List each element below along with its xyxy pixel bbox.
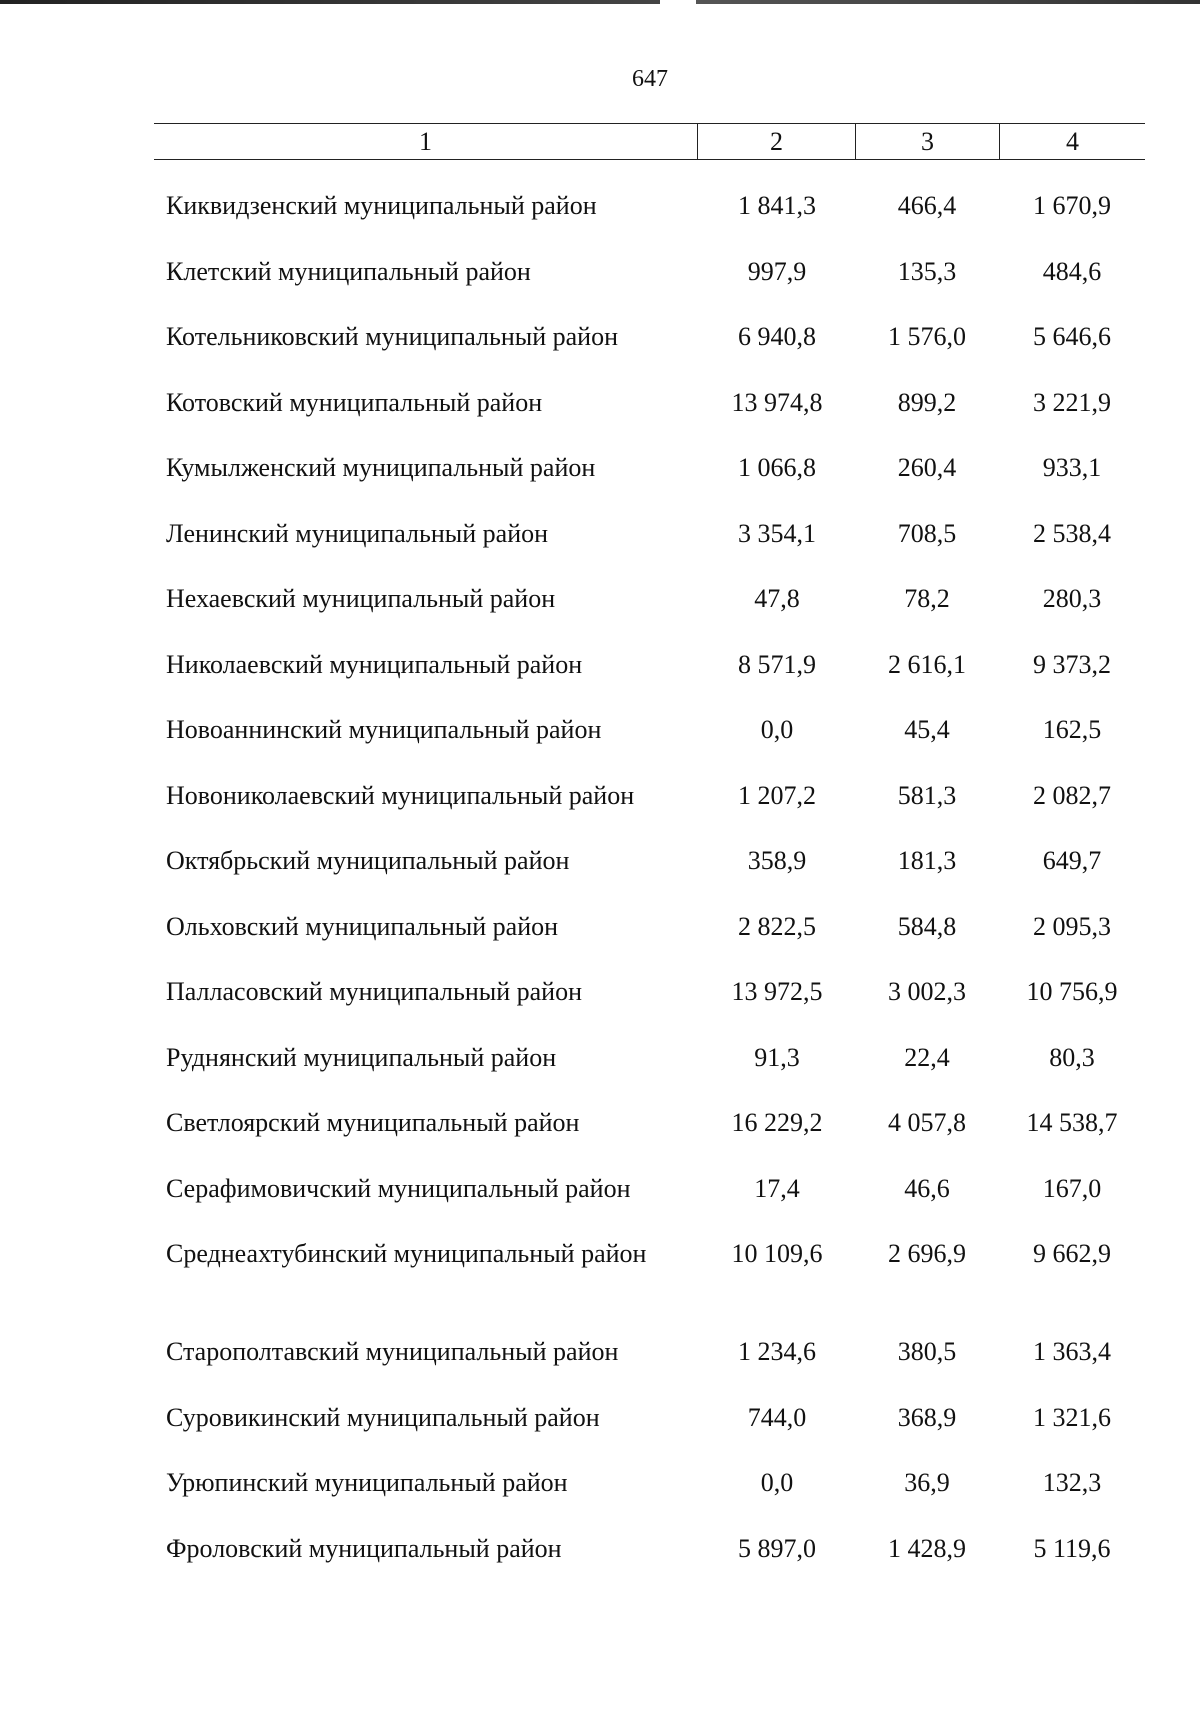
value-cell-col3: 380,5	[897, 1337, 957, 1366]
value-cell-col3: 260,4	[897, 453, 957, 482]
value-cell-col3: 1 576,0	[888, 322, 966, 351]
district-name-cell: Суровикинский муниципальный район	[166, 1402, 600, 1432]
value-cell-col3: 22,4	[904, 1042, 950, 1072]
value-cell-col3: 2 696,9	[888, 1239, 966, 1268]
district-name-cell: Старополтавский муниципальный район	[166, 1337, 619, 1366]
value-cell-col3: 2 616,1	[888, 649, 966, 679]
table-row	[154, 190, 1145, 256]
table-header-cell-4: 4	[999, 124, 1145, 159]
table-header-cell-2: 2	[697, 124, 855, 159]
value-cell-col3: 46,6	[904, 1173, 950, 1203]
value-cell-col4: 2 082,7	[1033, 780, 1111, 810]
value-cell-col4: 933,1	[1042, 453, 1102, 482]
value-cell-col3: 45,4	[904, 715, 950, 744]
value-cell-col2: 91,3	[754, 1042, 800, 1072]
value-cell-col4: 280,3	[1042, 584, 1102, 613]
table-row	[154, 387, 1145, 453]
value-cell-col4: 132,3	[1042, 1468, 1102, 1497]
scan-edge-artifact	[0, 0, 1200, 4]
value-cell-col4: 5 119,6	[1033, 1533, 1111, 1563]
table-header-bottom-rule	[154, 159, 1145, 160]
value-cell-col3: 181,3	[897, 846, 957, 875]
table-row	[154, 452, 1145, 518]
value-cell-col4: 9 373,2	[1033, 649, 1111, 679]
table-row	[154, 1467, 1145, 1533]
value-cell-col2: 16 229,2	[731, 1108, 823, 1137]
value-cell-col4: 2 538,4	[1033, 518, 1111, 548]
value-cell-col2: 2 822,5	[738, 911, 816, 941]
table-row	[154, 976, 1145, 1042]
district-name-cell: Новониколаевский муниципальный район	[166, 780, 635, 810]
value-cell-col3: 1 428,9	[888, 1533, 966, 1563]
value-cell-col4: 9 662,9	[1033, 1239, 1111, 1268]
table-row	[154, 256, 1145, 322]
value-cell-col2: 6 940,8	[738, 322, 816, 351]
table-row	[154, 714, 1145, 780]
value-cell-col3: 4 057,8	[888, 1108, 966, 1137]
table-row	[154, 1238, 1145, 1336]
district-name-cell: Котельниковский муниципальный район	[166, 322, 618, 351]
value-cell-col2: 8 571,9	[738, 649, 816, 679]
value-cell-col2: 1 234,6	[738, 1337, 816, 1366]
value-cell-col2: 3 354,1	[738, 518, 816, 548]
value-cell-col2: 10 109,6	[731, 1239, 823, 1268]
value-cell-col2: 17,4	[754, 1173, 800, 1203]
district-name-cell: Ленинский муниципальный район	[166, 518, 549, 548]
district-name-cell: Котовский муниципальный район	[166, 387, 543, 417]
value-cell-col4: 484,6	[1042, 256, 1102, 286]
table-row	[154, 1107, 1145, 1173]
value-cell-col2: 358,9	[747, 846, 807, 875]
table-body	[154, 190, 1145, 1598]
value-cell-col2: 5 897,0	[738, 1533, 816, 1563]
table-row	[154, 649, 1145, 715]
page-number: 647	[632, 66, 668, 92]
value-cell-col4: 10 756,9	[1026, 977, 1118, 1006]
value-cell-col3: 899,2	[897, 387, 957, 417]
value-cell-col3: 36,9	[904, 1468, 950, 1497]
table-row	[154, 1042, 1145, 1108]
district-name-cell: Октябрьский муниципальный район	[166, 846, 570, 875]
district-name-cell: Урюпинский муниципальный район	[166, 1468, 568, 1497]
table-row	[154, 583, 1145, 649]
value-cell-col3: 78,2	[904, 584, 950, 613]
district-name-cell: Светлоярский муниципальный район	[166, 1108, 580, 1137]
value-cell-col4: 649,7	[1042, 846, 1102, 875]
table-row	[154, 518, 1145, 584]
value-cell-col2: 0,0	[760, 1468, 794, 1497]
district-name-cell: Кумылженский муниципальный район	[166, 453, 596, 482]
value-cell-col2: 1 207,2	[738, 780, 816, 810]
value-cell-col4: 3 221,9	[1033, 387, 1111, 417]
table-row	[154, 845, 1145, 911]
district-name-cell: Серафимовичский муниципальный район	[166, 1173, 631, 1203]
value-cell-col4: 167,0	[1042, 1173, 1102, 1203]
value-cell-col3: 584,8	[897, 911, 957, 941]
table-row	[154, 1533, 1145, 1599]
district-name-cell: Клетский муниципальный район	[166, 256, 531, 286]
district-name-cell: Палласовский муниципальный район	[166, 977, 582, 1006]
value-cell-col4: 162,5	[1042, 715, 1102, 744]
table-row	[154, 1336, 1145, 1402]
value-cell-col2: 0,0	[760, 715, 794, 744]
value-cell-col2: 997,9	[747, 256, 807, 286]
district-name-cell: Руднянский муниципальный район	[166, 1042, 557, 1072]
value-cell-col3: 135,3	[897, 256, 957, 286]
district-name-cell: Николаевский муниципальный район	[166, 649, 583, 679]
value-cell-col2: 1 066,8	[738, 453, 816, 482]
district-name-cell: Киквидзенский муниципальный район	[166, 191, 597, 220]
district-name-cell: Новоаннинский муниципальный район	[166, 715, 602, 744]
value-cell-col2: 744,0	[747, 1402, 807, 1432]
district-name-cell: Нехаевский муниципальный район	[166, 584, 556, 613]
value-cell-col3: 3 002,3	[888, 977, 966, 1006]
table-row	[154, 1173, 1145, 1239]
district-name-cell: Среднеахтубинский муниципальный район	[166, 1239, 647, 1268]
value-cell-col3: 368,9	[897, 1402, 957, 1432]
value-cell-col2: 47,8	[754, 584, 800, 613]
table-row	[154, 780, 1145, 846]
value-cell-col2: 1 841,3	[738, 191, 816, 220]
table-header-cell-3: 3	[855, 124, 999, 159]
value-cell-col4: 1 363,4	[1033, 1337, 1111, 1366]
table-row	[154, 911, 1145, 977]
value-cell-col4: 1 670,9	[1033, 191, 1111, 220]
table-row	[154, 321, 1145, 387]
value-cell-col4: 1 321,6	[1033, 1402, 1111, 1432]
value-cell-col4: 14 538,7	[1026, 1108, 1118, 1137]
table-row	[154, 1402, 1145, 1468]
value-cell-col3: 466,4	[897, 191, 957, 220]
value-cell-col4: 80,3	[1049, 1042, 1095, 1072]
district-name-cell: Ольховский муниципальный район	[166, 911, 559, 941]
value-cell-col3: 581,3	[897, 780, 957, 810]
value-cell-col4: 5 646,6	[1033, 322, 1111, 351]
value-cell-col4: 2 095,3	[1033, 911, 1111, 941]
table-header-row	[154, 124, 1145, 159]
table-header-cell-1: 1	[419, 127, 432, 156]
value-cell-col2: 13 972,5	[731, 977, 823, 1006]
district-name-cell: Фроловский муниципальный район	[166, 1533, 562, 1563]
value-cell-col2: 13 974,8	[731, 387, 823, 417]
value-cell-col3: 708,5	[897, 518, 957, 548]
